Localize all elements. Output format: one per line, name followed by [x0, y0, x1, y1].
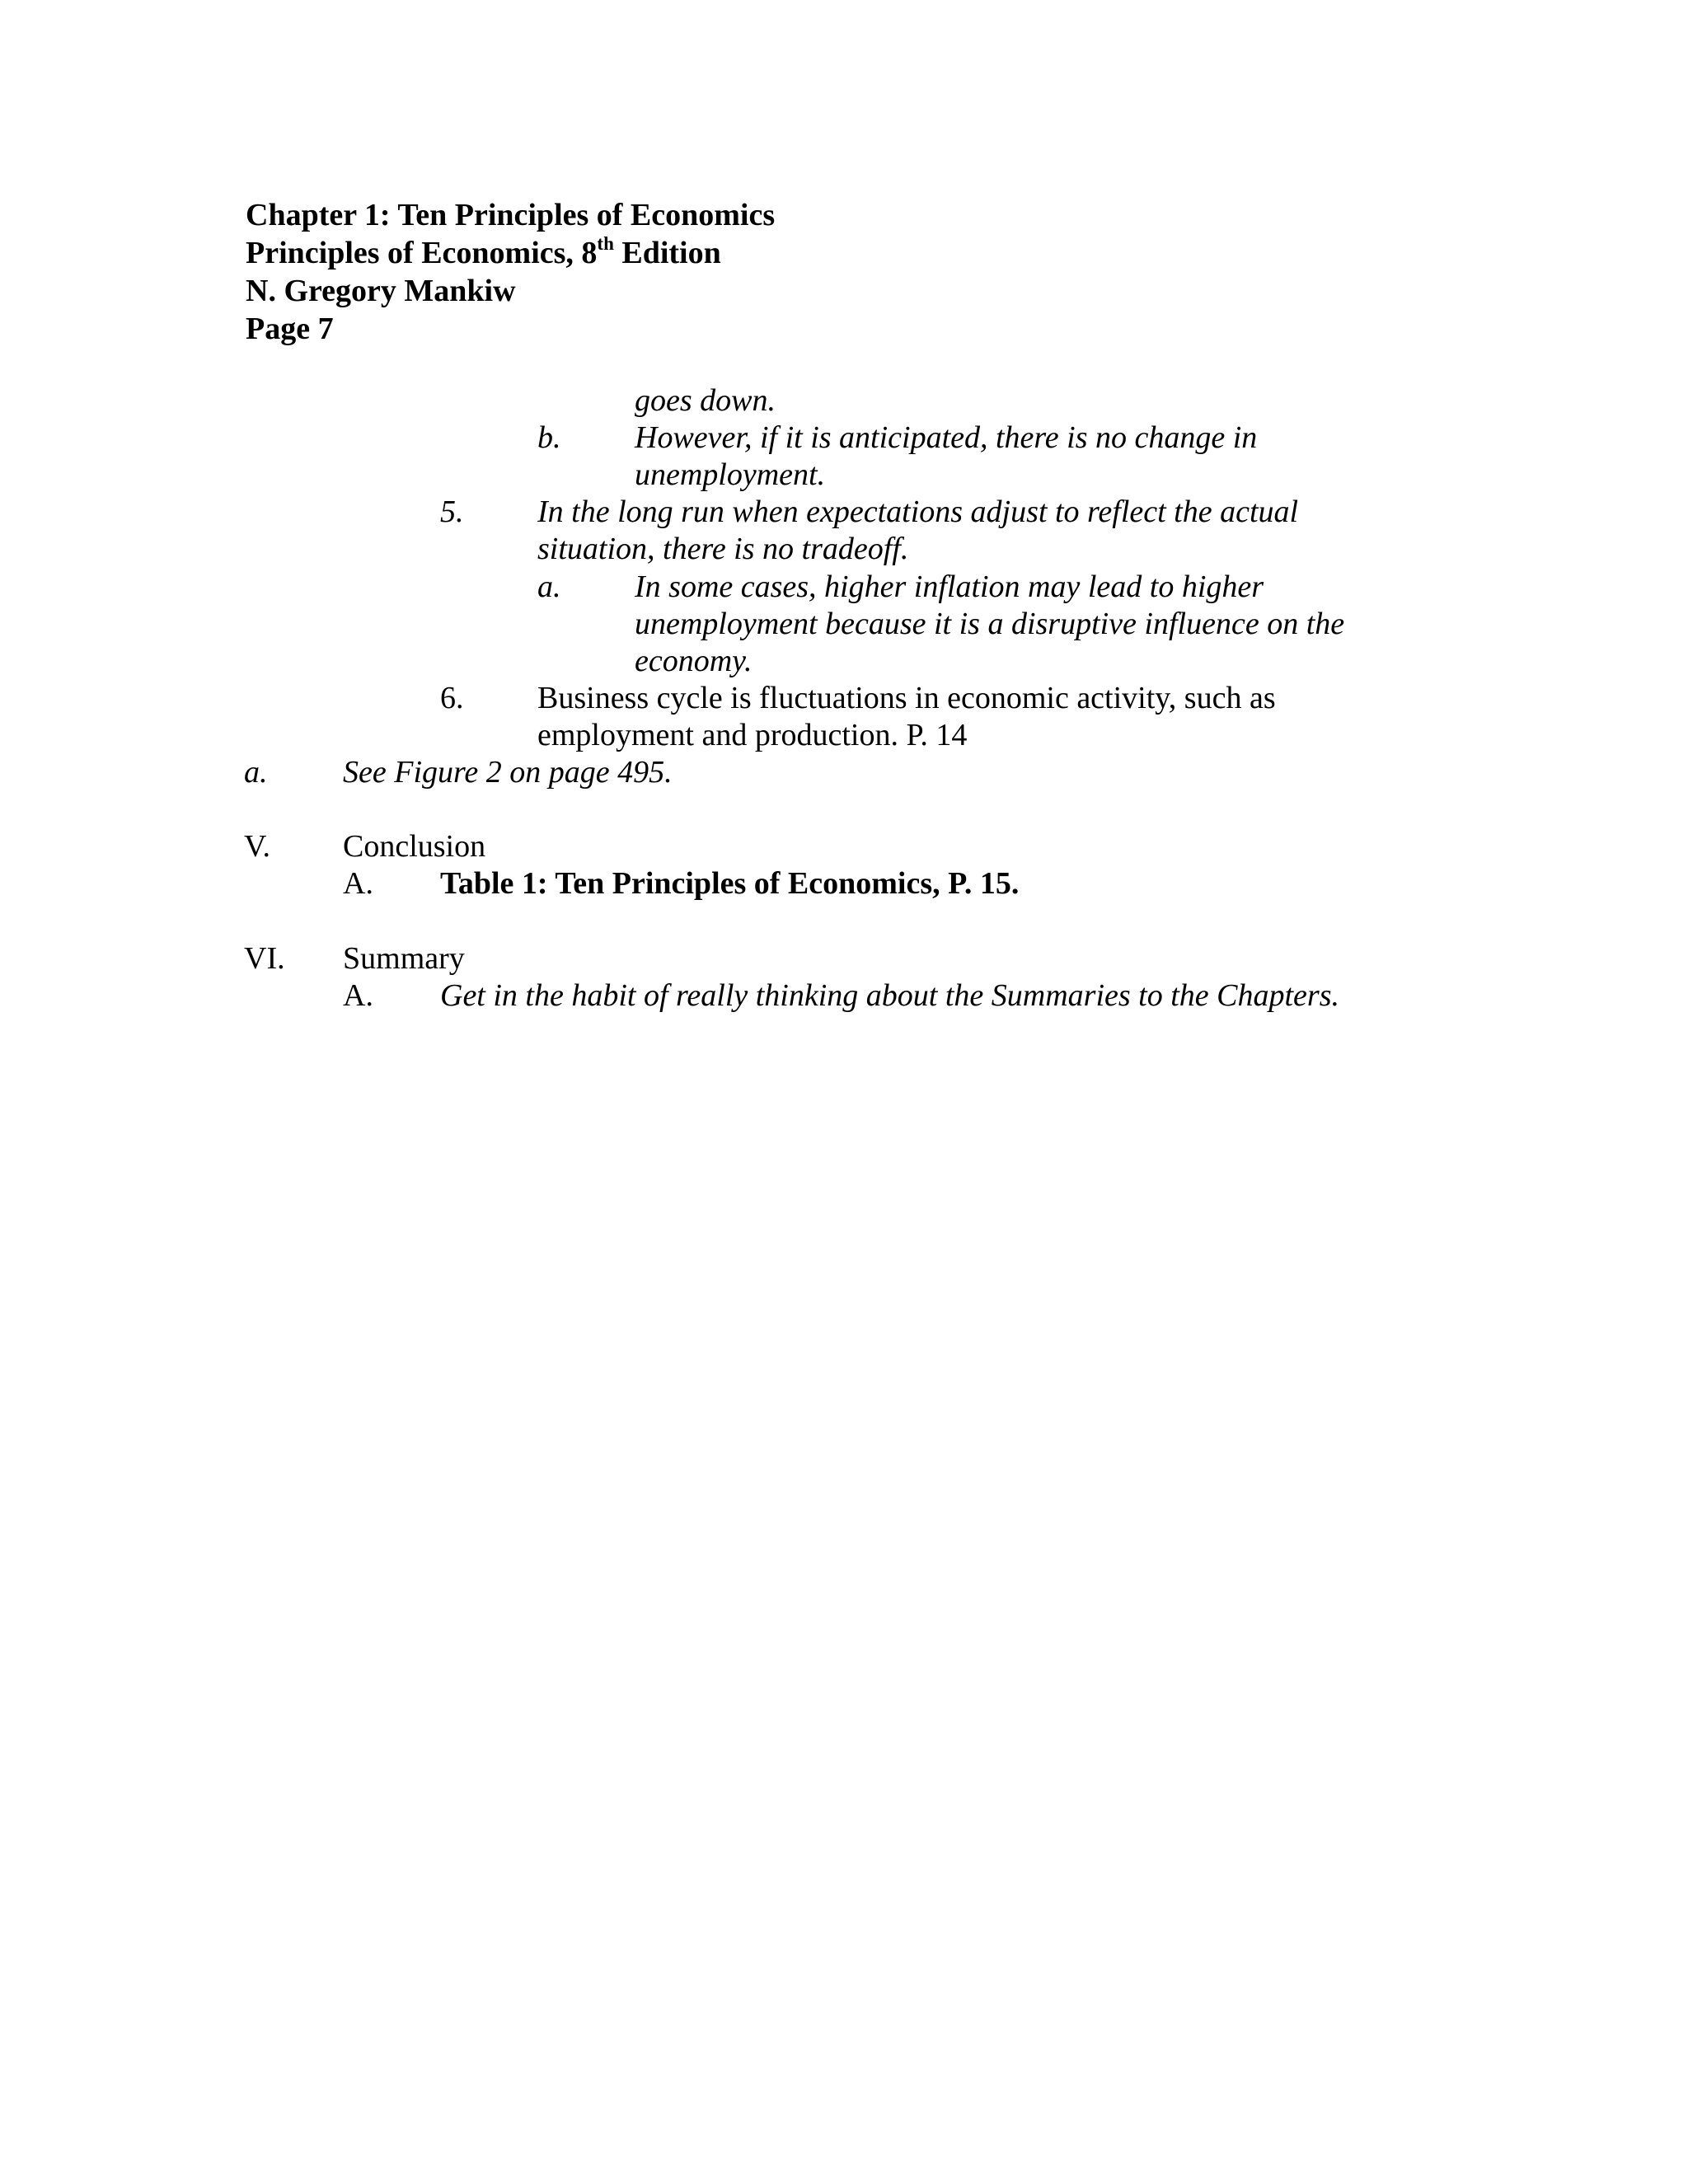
- section-v-title: Conclusion: [343, 829, 486, 864]
- section-vi-label: VI.: [244, 941, 285, 976]
- page-header: [246, 196, 775, 348]
- section-v-label: V.: [244, 829, 271, 864]
- item-b-label: b.: [537, 420, 561, 455]
- item-6-label: 6.: [440, 681, 464, 715]
- chapter-title: Chapter 1: Ten Principles of Economics: [246, 198, 776, 232]
- book-title: [246, 234, 775, 272]
- item-b-line-2: unemployment.: [635, 457, 826, 492]
- item-b-line-1: However, if it is anticipated, there is no change in: [635, 420, 1258, 455]
- item-5a-label: a.: [537, 569, 561, 604]
- section-v-a-text: Table 1: Ten Principles of Economics, P. 15.: [440, 866, 1020, 901]
- edition-superscript: th: [597, 233, 614, 255]
- section-vi-title: Summary: [343, 941, 465, 976]
- item-6-line-2: employment and production. P. 14: [537, 718, 968, 752]
- item-5a-line-2: unemployment because it is a disruptive influence on the: [635, 607, 1345, 641]
- item-5-label: 5.: [440, 494, 464, 529]
- section-vi-a-text: Get in the habit of really thinking about the Summaries to the Chapters.: [440, 978, 1339, 1013]
- item-6-line-1: Business cycle is fluctuations in economic activity, such as: [537, 681, 1276, 715]
- section-vi-a-label: A.: [343, 978, 373, 1013]
- book-title-suffix: Edition: [613, 236, 721, 270]
- continued-text: goes down.: [635, 383, 776, 418]
- section-v-a-label: A.: [343, 866, 373, 901]
- author-name: N. Gregory Mankiw: [246, 274, 516, 308]
- item-5a-line-1: In some cases, higher inflation may lead to higher: [635, 569, 1264, 604]
- item-5a-line-3: economy.: [635, 644, 753, 678]
- figure-ref-label: a.: [244, 755, 268, 790]
- figure-ref-text: See Figure 2 on page 495.: [343, 755, 673, 790]
- item-5-line-2: situation, there is no tradeoff.: [537, 532, 909, 566]
- page-label: Page 7: [246, 312, 334, 346]
- item-5-line-1: In the long run when expectations adjust to reflect the actual: [537, 494, 1299, 529]
- book-title-prefix: Principles of Economics, 8: [246, 236, 598, 270]
